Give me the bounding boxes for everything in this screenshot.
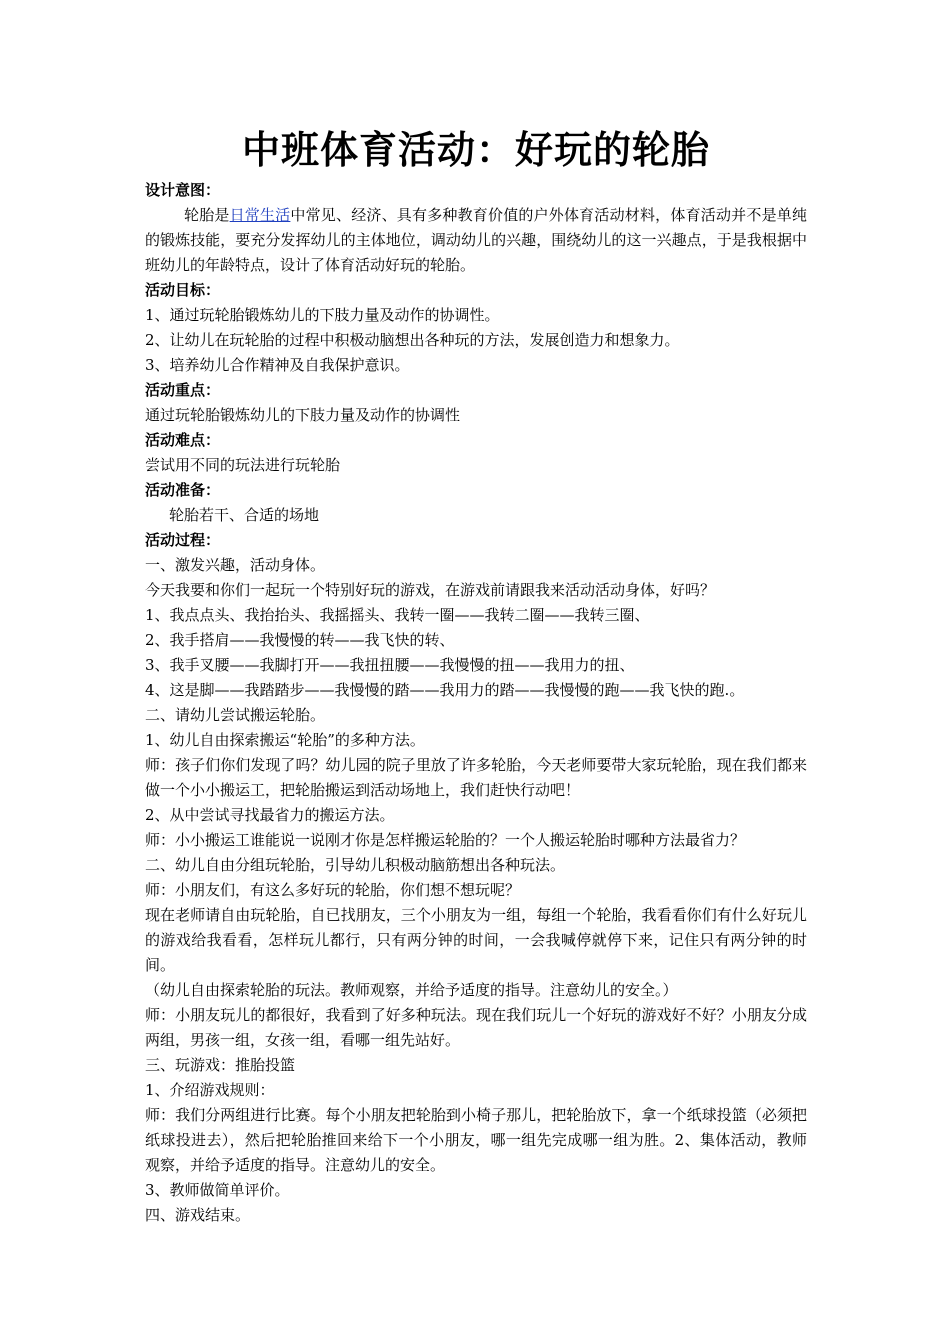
process-line: 三、玩游戏：推胎投篮 — [145, 1056, 296, 1074]
process-line: 师：小小搬运工谁能说一说刚才你是怎样搬运轮胎的？一个人搬运轮胎时哪种方法最省力？ — [145, 831, 746, 849]
process-line: 二、请幼儿尝试搬运轮胎。 — [145, 706, 326, 724]
process-line: 1、我点点头、我抬抬头、我摇摇头、我转一圈——我转二圈——我转三圈、 — [145, 606, 650, 624]
section-heading-key: 活动重点： — [145, 381, 221, 399]
process-line: 一、激发兴趣，活动身体。 — [145, 556, 326, 574]
prep-text: 轮胎若干、合适的场地 — [169, 506, 320, 524]
section-heading-difficulty: 活动难点： — [145, 431, 221, 449]
difficulty-text: 尝试用不同的玩法进行玩轮胎 — [145, 456, 341, 474]
design-paragraph — [145, 203, 807, 278]
process-line: （幼儿自由探索轮胎的玩法。教师观察，并给予适度的指导。注意幼儿的安全。） — [145, 981, 678, 999]
key-text: 通过玩轮胎锻炼幼儿的下肢力量及动作的协调性 — [145, 406, 461, 424]
goal-item: 3、培养幼儿合作精神及自我保护意识。 — [145, 356, 410, 374]
process-line: 3、我手叉腰——我脚打开——我扭扭腰——我慢慢的扭——我用力的扭、 — [145, 656, 635, 674]
process-line: 4、这是脚——我踏踏步——我慢慢的踏——我用力的踏——我慢慢的跑——我飞快的跑.。 — [145, 681, 745, 699]
process-line: 二、幼儿自由分组玩轮胎，引导幼儿积极动脑筋想出各种玩法。 — [145, 856, 566, 874]
page-title: 中班体育活动：好玩的轮胎 — [241, 128, 710, 172]
process-line: 2、从中尝试寻找最省力的搬运方法。 — [145, 806, 395, 824]
process-line: 四、游戏结束。 — [145, 1206, 251, 1224]
process-line: 师：小朋友玩儿的都很好，我看到了好多种玩法。现在我们玩儿一个好玩的游戏好不好？小朋友分成两组，男孩一组，女孩一组，看哪一组先站好。 — [145, 1006, 807, 1049]
process-line: 师：孩子们你们发现了吗？幼儿园的院子里放了许多轮胎，今天老师要带大家玩轮胎，现在我们都来做一个小小搬运工，把轮胎搬运到活动场地上，我们赶快行动吧！ — [145, 756, 807, 799]
design-text-start: 轮胎是 — [184, 206, 230, 224]
section-heading-prep: 活动准备： — [145, 481, 221, 499]
process-line: 1、介绍游戏规则： — [145, 1081, 275, 1099]
process-line: 现在老师请自由玩轮胎，自已找朋友，三个小朋友为一组，每组一个轮胎，我看看你们有什么好玩儿的游戏给我看看，怎样玩儿都行，只有两分钟的时间，一会我喊停就停下来，记住只有两分钟的时间。 — [145, 906, 807, 974]
section-heading-design: 设计意图： — [145, 181, 221, 199]
process-line: 师：我们分两组进行比赛。每个小朋友把轮胎到小椅子那儿，把轮胎放下，拿一个纸球投篮（必须把纸球投进去），然后把轮胎推回来给下一个小朋友，哪一组先完成哪一组为胜。2、集体活动，教师观察，并给予适度的指导。注意幼儿的安全。 — [145, 1106, 807, 1174]
process-line: 1、幼儿自由探索搬运“轮胎”的多种方法。 — [145, 731, 425, 749]
design-text-rest: 中常见、经济、具有多种教育价值的户外体育活动材料，体育活动并不是单纯的锻炼技能，要充分发挥幼儿的主体地位，调动幼儿的兴趣，围绕幼儿的这一兴趣点，于是我根据中班幼儿的年龄特点，设计了体育活动好玩的轮胎。 — [145, 206, 807, 274]
process-line: 3、教师做简单评价。 — [145, 1181, 290, 1199]
process-line: 2、我手搭肩——我慢慢的转——我飞快的转、 — [145, 631, 455, 649]
goal-item: 1、通过玩轮胎锻炼幼儿的下肢力量及动作的协调性。 — [145, 306, 500, 324]
process-line: 师：小朋友们，有这么多好玩的轮胎，你们想不想玩呢？ — [145, 881, 521, 899]
daily-life-link[interactable]: 日常生活 — [229, 206, 291, 224]
goal-item: 2、让幼儿在玩轮胎的过程中积极动脑想出各种玩的方法，发展创造力和想象力。 — [145, 331, 680, 349]
process-line: 今天我要和你们一起玩一个特别好玩的游戏，在游戏前请跟我来活动活动身体，好吗？ — [145, 581, 716, 599]
section-heading-process: 活动过程： — [145, 531, 221, 549]
section-heading-goals: 活动目标： — [145, 281, 221, 299]
